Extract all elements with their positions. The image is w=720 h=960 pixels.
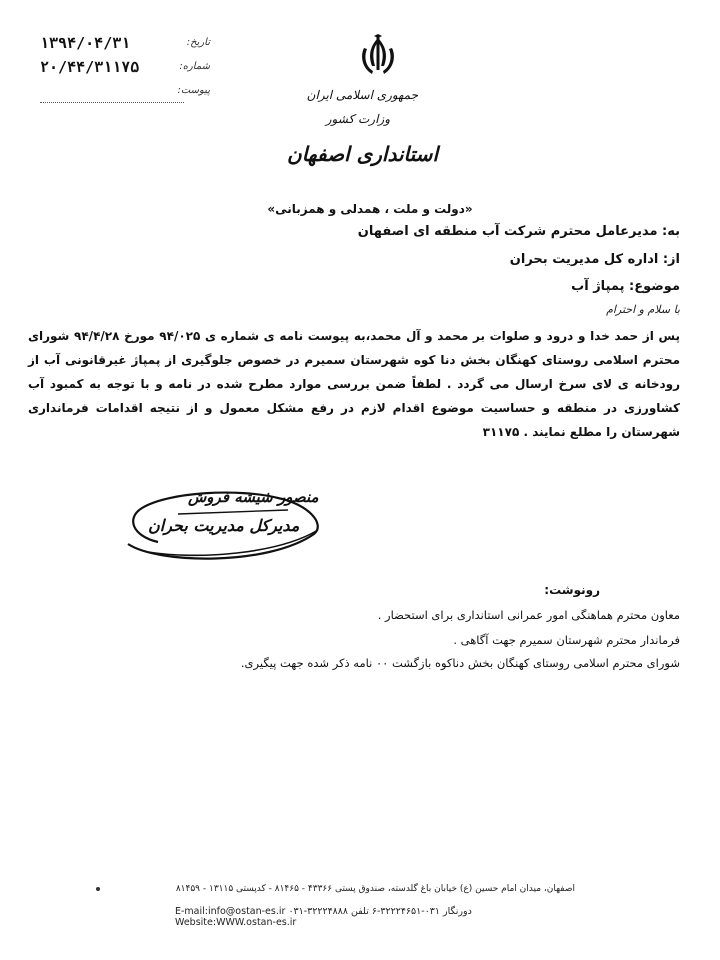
letter-body: پس از حمد خدا و درود و صلوات بر محمد و آل محمد،به پیوست نامه ی شماره ی ۹۴/۰۲۵ مورخ ۹۴/۴/۲۸ شورای محترم اسلامی روستای کهنگان بخش دنا کوه شهرستان سمیرم در خصوص جلوگیری از پمپاژ غیرقانونی آب از رودخانه ی لای سرخ ارسال می گردد . لطفاً ضمن بررسی موارد مطرح شده در نامه و با توجه به کمبود آب کشاورزی در منطقه و حساسیت موضوع اقدام لازم در رفع مشکل معمول و از نتیجه اقدامات فرمانداری شهرستان را مطلع نمایند . ۳۱۱۷۵ — [28, 329, 680, 439]
attachment-row — [40, 82, 210, 106]
salutation: با سلام و احترام — [606, 303, 680, 316]
copy-recipient: معاون محترم هماهنگی امور عمرانی استانداری برای استحضار . — [377, 608, 680, 622]
copy-recipient: شورای محترم اسلامی روستای کهنگان بخش دناکوه بازگشت ۰۰ نامه ذکر شده جهت پیگیری. — [240, 656, 680, 670]
header-governorate: استانداری اصفهان — [287, 142, 438, 166]
copies-title: رونوشت: — [544, 583, 600, 597]
date-row — [40, 34, 210, 58]
letter-meta — [40, 34, 210, 106]
subject: موضوع: پمپاژ آب — [571, 279, 680, 294]
attachment-label: پیوست: — [177, 85, 210, 96]
recipient: به: مدیرعامل محترم شرکت آب منطقه ای اصفهان — [357, 224, 680, 239]
number-row — [40, 58, 210, 82]
signature — [118, 474, 328, 570]
date-label: تاریخ: — [186, 37, 210, 48]
motto: «دولت و ملت ، همدلی و همزبانی» — [267, 202, 473, 216]
header-republic: جمهوری اسلامی ایران — [306, 88, 418, 102]
number-value: ۲۰/۴۴/۳۱۱۷۵ — [40, 58, 140, 76]
number-label: شماره: — [179, 61, 210, 72]
footer-address: اصفهان، میدان امام حسین (ع) خیابان باغ گلدسته، صندوق پستی ۴۳۳۶۶ - ۸۱۴۶۵ - کدپستی ۱۳۱۱۵ - ۸۱۴۵۹ — [175, 884, 575, 894]
iran-emblem-icon — [356, 34, 400, 82]
header-ministry: وزارت کشور — [325, 112, 390, 126]
signatory-name: منصور شیشه فروش — [188, 488, 319, 506]
signatory-title: مدیرکل مدیریت بحران — [148, 516, 300, 535]
bullet-dot — [96, 887, 100, 891]
footer-contact: E-mail:info@ostan-es.ir ۰۳۱-۳۲۲۲۴۸۸۸ دورنگار ۰۳۱-۳۲۲۲۴۶۵۱-۶ تلفن Website:WWW.ostan-es.ir — [175, 906, 472, 928]
copy-recipient: فرماندار محترم شهرستان سمیرم جهت آگاهی . — [453, 633, 680, 647]
sender: از: اداره کل مدیریت بحران — [509, 252, 680, 267]
date-value: ۱۳۹۴/۰۴/۳۱ — [40, 34, 131, 52]
